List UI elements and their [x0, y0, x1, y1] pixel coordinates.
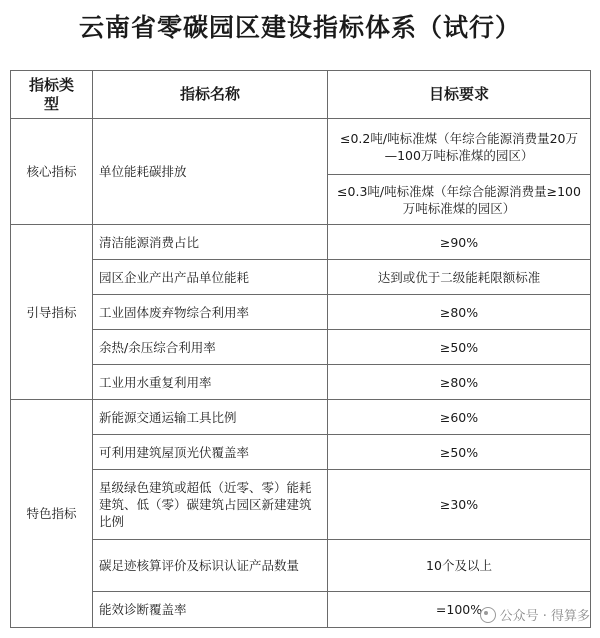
- indicator-requirement: ≥50%: [328, 435, 591, 470]
- indicator-name: 清洁能源消费占比: [93, 225, 328, 260]
- watermark: [480, 605, 590, 624]
- header-type: 指标类型: [11, 71, 93, 119]
- indicator-requirement: 达到或优于二级能耗限额标准: [328, 260, 591, 295]
- table-row: [11, 435, 591, 470]
- indicator-requirement: ≥60%: [328, 400, 591, 435]
- indicator-name: 工业固体废弃物综合利用率: [93, 295, 328, 330]
- table-row: [11, 225, 591, 260]
- indicator-name: 可利用建筑屋顶光伏覆盖率: [93, 435, 328, 470]
- table-row: [11, 330, 591, 365]
- indicator-name: 园区企业产出产品单位能耗: [93, 260, 328, 295]
- table-row: [11, 260, 591, 295]
- table-row: [11, 365, 591, 400]
- table-row: [11, 295, 591, 330]
- indicator-requirement: ≥80%: [328, 295, 591, 330]
- category-special: 特色指标: [11, 400, 93, 628]
- indicator-name: 新能源交通运输工具比例: [93, 400, 328, 435]
- indicator-name: 单位能耗碳排放: [93, 119, 328, 225]
- table-header-row: [11, 71, 591, 119]
- indicator-requirement: 10个及以上: [328, 540, 591, 592]
- indicator-name: 星级绿色建筑或超低（近零、零）能耗建筑、低（零）碳建筑占园区新建建筑比例: [93, 470, 328, 540]
- header-requirement: 目标要求: [328, 71, 591, 119]
- table-row: [11, 540, 591, 592]
- indicator-requirement: ≥50%: [328, 330, 591, 365]
- indicator-name: 碳足迹核算评价及标识认证产品数量: [93, 540, 328, 592]
- indicator-name: 能效诊断覆盖率: [93, 592, 328, 628]
- category-core: 核心指标: [11, 119, 93, 225]
- indicator-name: 余热/余压综合利用率: [93, 330, 328, 365]
- table-row: [11, 400, 591, 435]
- indicator-requirement: ≤0.2吨/吨标准煤（年综合能源消费量20万—100万吨标准煤的园区）: [328, 119, 591, 175]
- table-row: [11, 119, 591, 175]
- indicator-requirement: ≥80%: [328, 365, 591, 400]
- category-guide: 引导指标: [11, 225, 93, 400]
- indicator-requirement: ≥90%: [328, 225, 591, 260]
- header-name: 指标名称: [93, 71, 328, 119]
- indicator-name: 工业用水重复利用率: [93, 365, 328, 400]
- wechat-icon: [480, 607, 496, 623]
- indicator-table: [10, 70, 591, 628]
- indicator-requirement: ≤0.3吨/吨标准煤（年综合能源消费量≥100万吨标准煤的园区）: [328, 175, 591, 225]
- indicator-requirement: ≥30%: [328, 470, 591, 540]
- table-row: [11, 470, 591, 540]
- page-title: 云南省零碳园区建设指标体系（试行）: [78, 13, 521, 42]
- indicator-requirement: =100%: [328, 592, 591, 628]
- watermark-text: 公众号 · 得算多: [499, 609, 590, 624]
